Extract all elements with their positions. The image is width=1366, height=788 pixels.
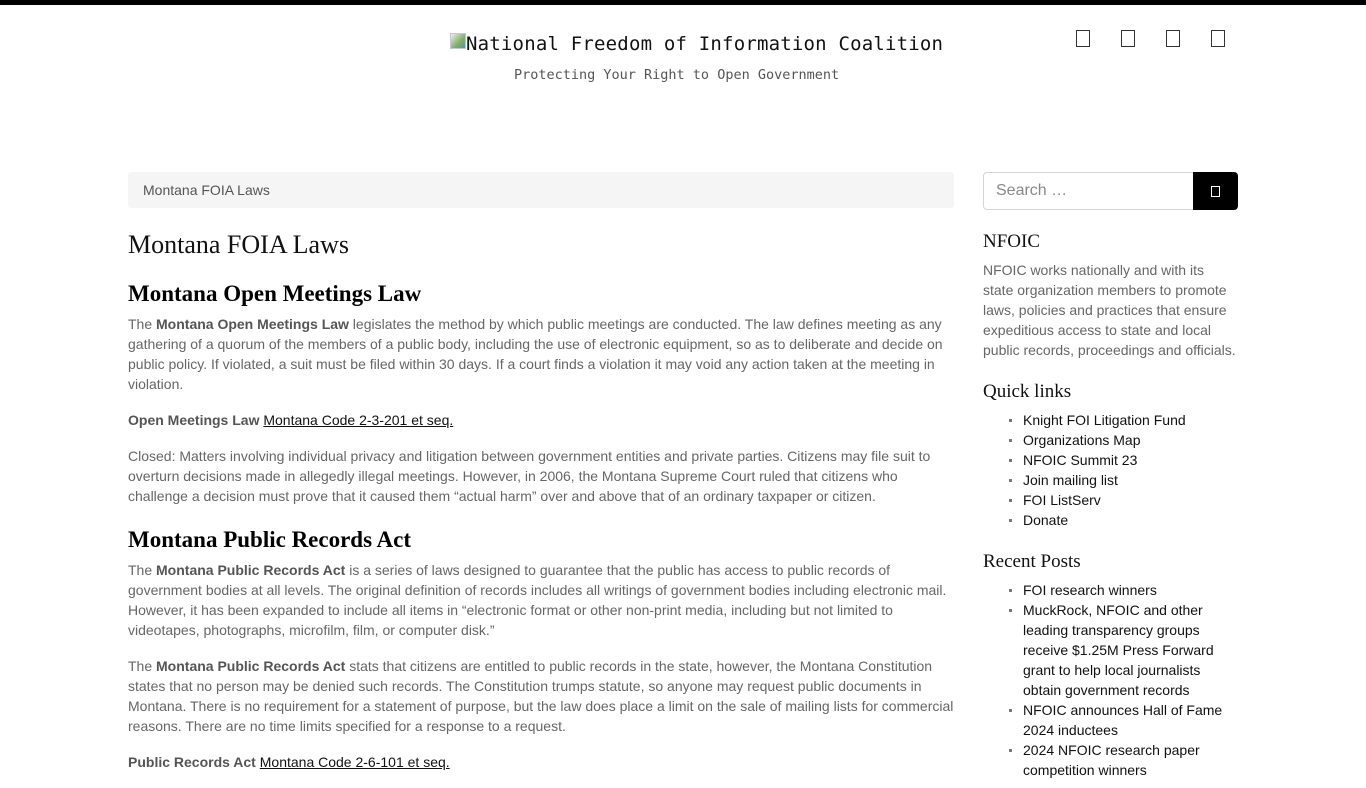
code-reference	[128, 410, 954, 430]
paragraph: Closed: Matters involving individual privacy and litigation between government entities and private parties. Citizens may file suit to overturn decisions made in allegedly illegal meetings. However, in 2006, the Montana Supreme Court ruled that citizens who challenge a decision must prove that it caused them “actual harm” over and above that of an ordinary taxpaper or citizen.	[128, 448, 931, 504]
page-title: Montana FOIA Laws	[128, 230, 349, 259]
recent-post-link[interactable]: 2024 NFOIC research paper competition winners	[1009, 740, 1238, 780]
code-reference	[128, 752, 954, 772]
text: legislates the method by which public meetings are conducted. The law defines meeting as any gathering of a quorum of the members of a public body, including the use of electronic equipment, so as to deliberate and decide on public policy. If violated, a suit must be filed within 30 days. If a court finds a violation it may void any action taken at the meeting in violation.	[128, 316, 943, 392]
site-tagline: Protecting Your Right to Open Government	[514, 67, 840, 83]
widget-title-quick-links: Quick links	[983, 381, 1072, 402]
quick-link[interactable]: Knight FOI Litigation Fund	[1009, 410, 1238, 430]
text: stats that citizens are entitled to public records in the state, however, the Montana Constitution states that no person may be denied such records. The Constitution trumps statute, so anyone may request public documents in Montana. There is no requirement for a statement of purpose, but the law does place a limit on the sale of mailing lists for commercial reasons. There are no time limits specified for a response to a request.	[128, 658, 954, 734]
main-content	[128, 172, 954, 788]
section-heading: Montana Open Meetings Law	[128, 281, 422, 306]
recent-post-link[interactable]: MuckRock, NFOIC and other leading transparency groups receive $1.25M Press Forward grant to help local journalists obtain government records	[1009, 600, 1238, 700]
quick-link[interactable]: FOI ListServ	[1009, 490, 1238, 510]
widget-title-nfoic: NFOIC	[983, 231, 1041, 252]
section-public-records	[128, 526, 954, 772]
search-input[interactable]	[983, 172, 1193, 210]
code-label: Open Meetings Law	[128, 412, 260, 428]
paragraph	[128, 314, 954, 394]
text: The	[128, 658, 157, 674]
about-text: NFOIC works nationally and with its state organization members to promote laws, policies and practices that ensure expeditious access to state and local public records, proceedings and officials.	[983, 262, 1236, 358]
section-heading: Montana Public Records Act	[128, 527, 412, 552]
paragraph	[128, 656, 954, 736]
search-form	[983, 172, 1238, 210]
quick-link[interactable]: Organizations Map	[1009, 430, 1238, 450]
bold-text: Montana Public Records Act	[156, 658, 346, 674]
search-icon	[1211, 186, 1220, 197]
social-icon-3[interactable]	[1166, 30, 1180, 47]
site-logo-link[interactable]	[450, 31, 943, 57]
recent-posts-list	[983, 580, 1238, 780]
recent-post-link[interactable]: FOI research winners	[1009, 580, 1238, 600]
code-link[interactable]: Montana Code 2-6-101 et seq.	[259, 754, 450, 770]
code-link[interactable]: Montana Code 2-3-201 et seq.	[263, 412, 454, 428]
text: The	[128, 316, 157, 332]
breadcrumb	[128, 172, 954, 208]
sidebar	[983, 172, 1238, 780]
recent-post-link[interactable]: NFOIC announces Hall of Fame 2024 inductees	[1009, 700, 1238, 740]
quick-links-list	[983, 410, 1238, 530]
bold-text: Montana Public Records Act	[156, 562, 346, 578]
widget-title-recent-posts: Recent Posts	[983, 551, 1081, 572]
bold-text: Montana Open Meetings Law	[156, 316, 349, 332]
quick-link[interactable]: NFOIC Summit 23	[1009, 450, 1238, 470]
search-button[interactable]	[1193, 172, 1238, 210]
breadcrumb-current: Montana FOIA Laws	[143, 182, 270, 198]
quick-link[interactable]: Join mailing list	[1009, 470, 1238, 490]
code-label: Public Records Act	[128, 754, 256, 770]
quick-link[interactable]: Donate	[1009, 510, 1238, 530]
broken-image-icon	[450, 33, 466, 49]
site-title: National Freedom of Information Coalition	[466, 33, 944, 55]
social-icon-2[interactable]	[1121, 30, 1135, 47]
site-header	[0, 5, 1366, 165]
social-icon-4[interactable]	[1211, 30, 1225, 47]
social-links	[1076, 30, 1225, 47]
text: The	[128, 562, 157, 578]
text: is a series of laws designed to guarantee that the public has access to public records of government bodies at all levels. The original definition of records includes all writings of government bodies including electronic mail. However, it has been expanded to include all items in “electronic format or other non-print media, including but not limited to videotapes, photographs, microfilm, film, or computer disk.”	[128, 562, 947, 638]
social-icon-1[interactable]	[1076, 30, 1090, 47]
section-open-meetings	[128, 280, 954, 506]
paragraph	[128, 560, 954, 640]
